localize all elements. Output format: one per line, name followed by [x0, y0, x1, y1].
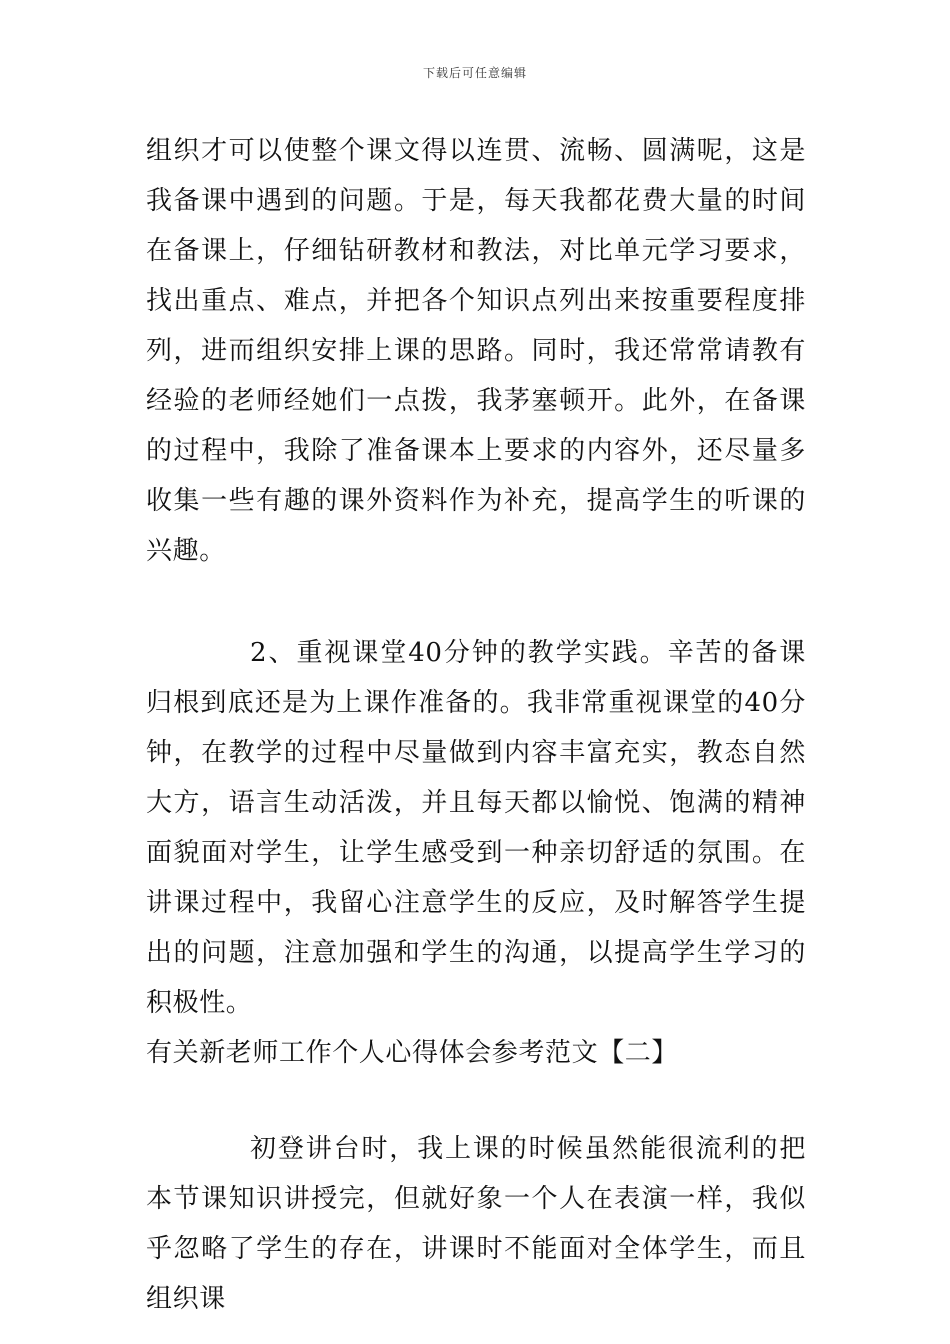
section-heading: 有关新老师工作个人心得体会参考范文【二】: [146, 1038, 679, 1068]
paragraph-1: 组织才可以使整个课文得以连贯、流畅、圆满呢，这是我备课中遇到的问题。于是，每天我都花费大量的时间在备课上，仔细钻研教材和教法，对比单元学习要求，找出重点、难点，并把各个知识点列出来按重要程度排列，进而组织安排上课的思路。同时，我还常常请教有经验的老师经她们一点拨，我茅塞顿开。此外，在备课的过程中，我除了准备课本上要求的内容外，还尽量多收集一些有趣的课外资料作为补充，提高学生的听课的兴趣。: [146, 136, 806, 566]
page-header: 下载后可任意编辑: [422, 66, 527, 80]
paragraph-3: 初登讲台时，我上课的时候虽然能很流利的把本节课知识讲授完，但就好象一个人在表演一样，我似乎忽略了学生的存在，讲课时不能面对全体学生，而且组织课: [146, 1134, 806, 1314]
document-body: [146, 126, 806, 1324]
paragraph-2: 2、重视课堂40分钟的教学实践。辛苦的备课归根到底还是为上课作准备的。我非常重视课堂的40分钟，在教学的过程中尽量做到内容丰富充实，教态自然大方，语言生动活泼，并且每天都以愉悦、饱满的精神面貌面对学生，让学生感受到一种亲切舒适的氛围。在讲课过程中，我留心注意学生的反应，及时解答学生提出的问题，注意加强和学生的沟通，以提高学生学习的积极性。: [146, 638, 806, 1018]
